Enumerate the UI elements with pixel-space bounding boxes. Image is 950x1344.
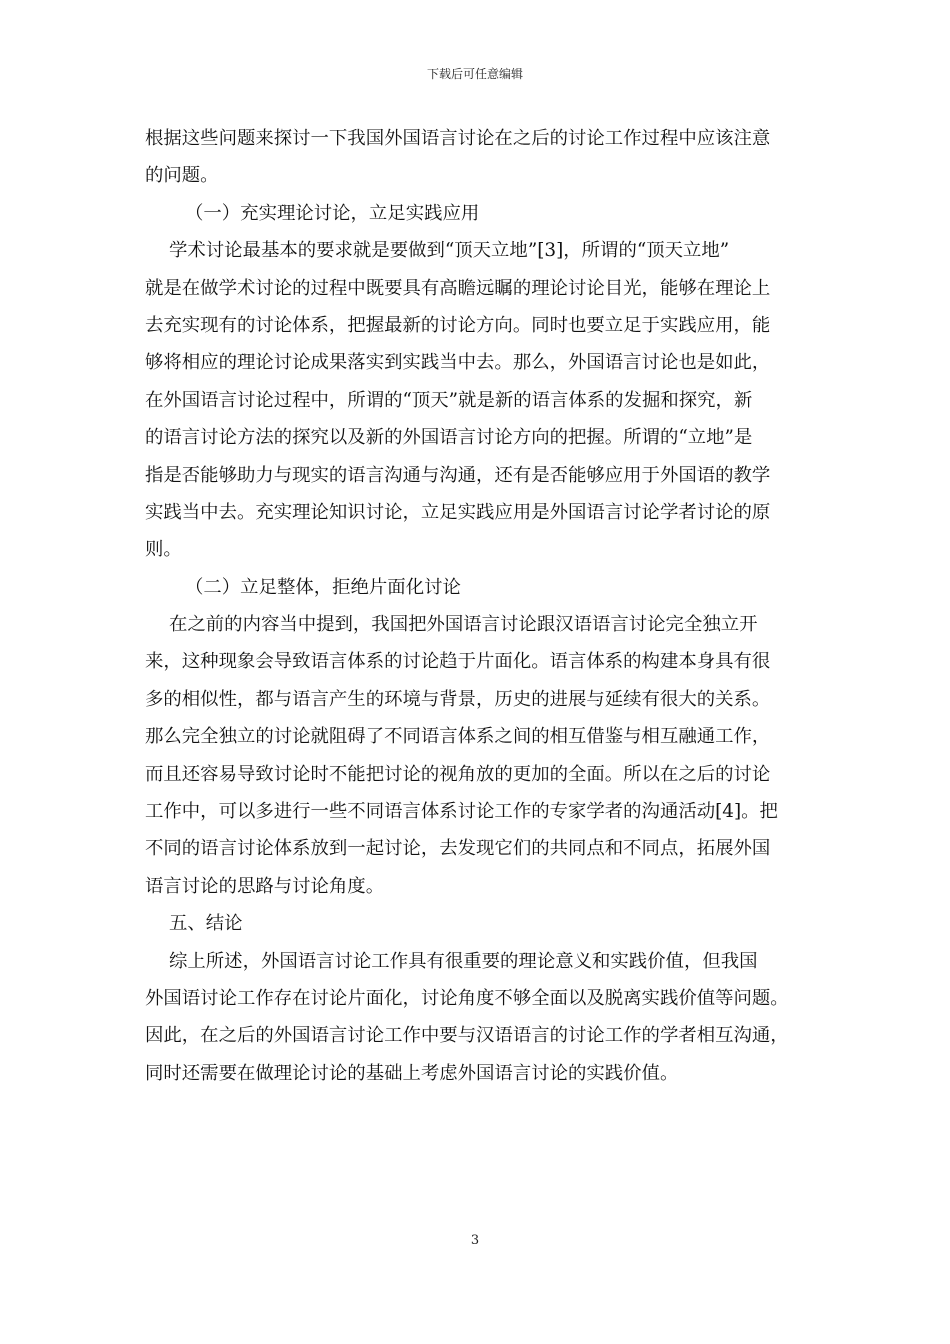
paragraph-line: 语言讨论的思路与讨论角度。 bbox=[145, 875, 385, 897]
paragraph-line: 综上所述，外国语言讨论工作具有很重要的理论意义和实践价值，但我国 bbox=[169, 950, 758, 972]
section-heading: （一）充实理论讨论，立足实践应用 bbox=[185, 202, 480, 224]
paragraph-line: 去充实现有的讨论体系，把握最新的讨论方向。同时也要立足于实践应用，能 bbox=[145, 314, 771, 336]
paragraph-line: 在外国语言讨论过程中，所谓的“顶天”就是新的语言体系的发掘和探究，新 bbox=[145, 389, 753, 411]
paragraph-line: 那么完全独立的讨论就阻碍了不同语言体系之间的相互借鉴与相互融通工作， bbox=[145, 726, 771, 748]
paragraph-line: 学术讨论最基本的要求就是要做到“顶天立地”[3]，所谓的“顶天立地” bbox=[169, 240, 730, 262]
paragraph-line: 够将相应的理论讨论成果落实到实践当中去。那么，外国语言讨论也是如此， bbox=[145, 352, 771, 374]
page-header: 下载后可任意编辑 bbox=[426, 67, 523, 81]
paragraph-line: 外国语讨论工作存在讨论片面化，讨论角度不够全面以及脱离实践价值等问题。 bbox=[145, 987, 789, 1009]
paragraph-line: 根据这些问题来探讨一下我国外国语言讨论在之后的讨论工作过程中应该注意 bbox=[145, 128, 771, 149]
paragraph-line: 工作中，可以多进行一些不同语言体系讨论工作的专家学者的沟通活动[4]。把 bbox=[145, 801, 778, 823]
paragraph-line: 在之前的内容当中提到，我国把外国语言讨论跟汉语语言讨论完全独立开 bbox=[169, 614, 758, 636]
paragraph-line: 实践当中去。充实理论知识讨论，立足实践应用是外国语言讨论学者讨论的原 bbox=[145, 501, 771, 523]
paragraph-line: 而且还容易导致讨论时不能把讨论的视角放的更加的全面。所以在之后的讨论 bbox=[145, 763, 771, 785]
paragraph-line: 的语言讨论方法的探究以及新的外国语言讨论方向的把握。所谓的“立地”是 bbox=[145, 427, 753, 449]
paragraph-line: 就是在做学术讨论的过程中既要具有高瞻远瞩的理论讨论目光，能够在理论上 bbox=[145, 277, 771, 299]
paragraph-line: 因此，在之后的外国语言讨论工作中要与汉语语言的讨论工作的学者相互沟通， bbox=[145, 1025, 789, 1047]
paragraph-line: 则。 bbox=[145, 539, 182, 561]
paragraph-line: 同时还需要在做理论讨论的基础上考虑外国语言讨论的实践价值。 bbox=[145, 1062, 679, 1084]
paragraph-line: 多的相似性，都与语言产生的环境与背景，历史的进展与延续有很大的关系。 bbox=[145, 688, 771, 710]
page-number: 3 bbox=[470, 1233, 480, 1248]
paragraph-line: 来，这种现象会导致语言体系的讨论趋于片面化。语言体系的构建本身具有很 bbox=[145, 651, 771, 673]
document-body bbox=[145, 120, 810, 1092]
paragraph-line: 不同的语言讨论体系放到一起讨论，去发现它们的共同点和不同点，拓展外国 bbox=[145, 838, 771, 860]
paragraph-line: 的问题。 bbox=[145, 165, 219, 187]
paragraph-line: 指是否能够助力与现实的语言沟通与沟通，还有是否能够应用于外国语的教学 bbox=[145, 464, 771, 486]
section-heading: （二）立足整体，拒绝片面化讨论 bbox=[185, 576, 461, 598]
section-heading: 五、结论 bbox=[169, 913, 243, 935]
